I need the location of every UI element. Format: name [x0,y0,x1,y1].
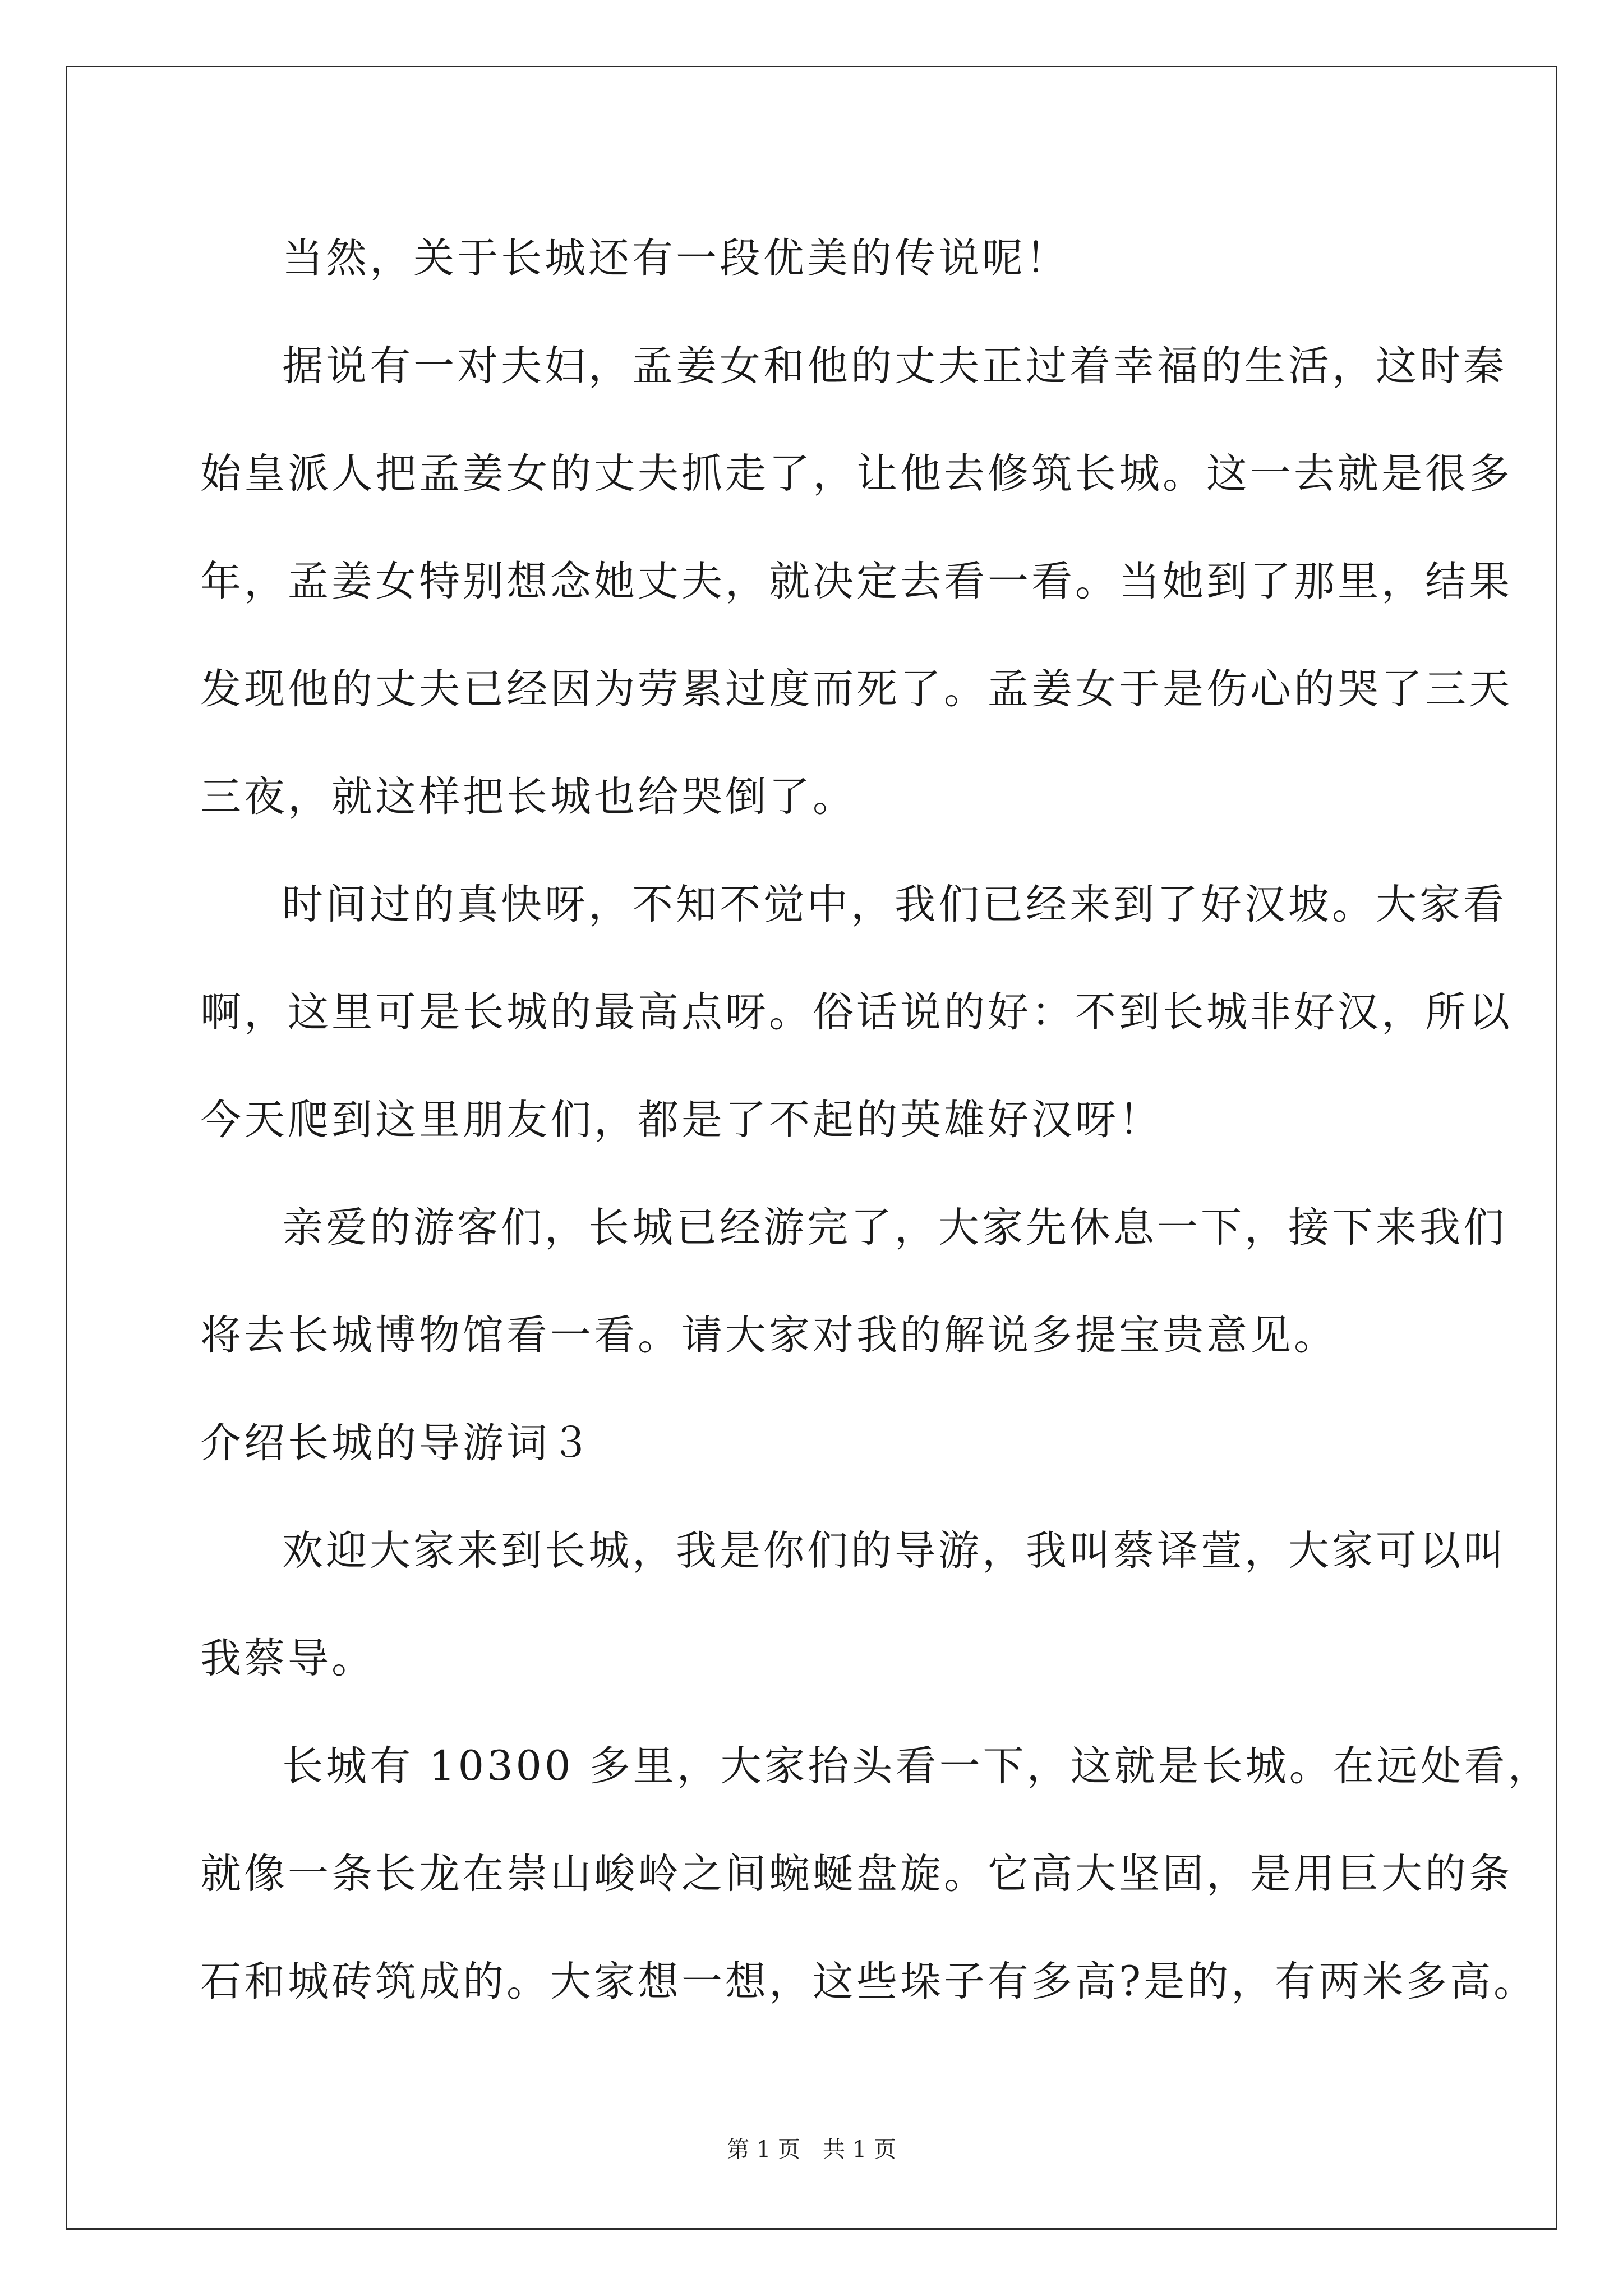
text-line-13: 欢迎大家来到长城，我是你们的导游，我叫蔡译萱，大家可以叫 [282,1527,1507,1575]
text-line-5: 发现他的丈夫已经因为劳累过度而死了。孟姜女于是伤心的哭了三天 [200,665,1513,713]
page-number-current: 第 1 页 [727,2137,800,2162]
text-line-6: 三夜，就这样把长城也给哭倒了。 [200,773,856,821]
text-line-15: 长城有 10300 多里，大家抬头看一下，这就是长城。在远处看， [282,1742,1552,1790]
text-line-14: 我蔡导。 [200,1635,375,1682]
text-line-4: 年，孟姜女特别想念她丈夫，就决定去看一看。当她到了那里，结果 [200,558,1513,605]
text-line-11: 将去长城博物馆看一看。请大家对我的解说多提宝贵意见。 [200,1312,1338,1359]
page-number-total: 共 1 页 [823,2137,896,2162]
text-line-2: 据说有一对夫妇，孟姜女和他的丈夫正过着幸福的生活，这时秦 [282,342,1507,390]
section-heading: 介绍长城的导游词３ [200,1419,594,1467]
document-body [200,205,1552,2036]
text-line-7: 时间过的真快呀，不知不觉中，我们已经来到了好汉坡。大家看 [282,881,1507,928]
text-line-8: 啊，这里可是长城的最高点呀。俗话说的好：不到长城非好汉，所以 [200,988,1513,1036]
text-line-17: 石和城砖筑成的。大家想一想，这些垛子有多高?是的，有两米多高。 [200,1958,1538,2005]
text-line-9: 今天爬到这里朋友们，都是了不起的英雄好汉呀！ [200,1096,1163,1144]
text-line-16: 就像一条长龙在崇山峻岭之间蜿蜒盘旋。它高大坚固，是用巨大的条 [200,1850,1513,1898]
text-line-1: 当然，关于长城还有一段优美的传说呢！ [282,234,1069,282]
text-line-3: 始皇派人把孟姜女的丈夫抓走了，让他去修筑长城。这一去就是很多 [200,450,1513,498]
page-footer [0,2132,1623,2164]
text-line-10: 亲爱的游客们，长城已经游完了，大家先休息一下，接下来我们 [282,1204,1507,1251]
